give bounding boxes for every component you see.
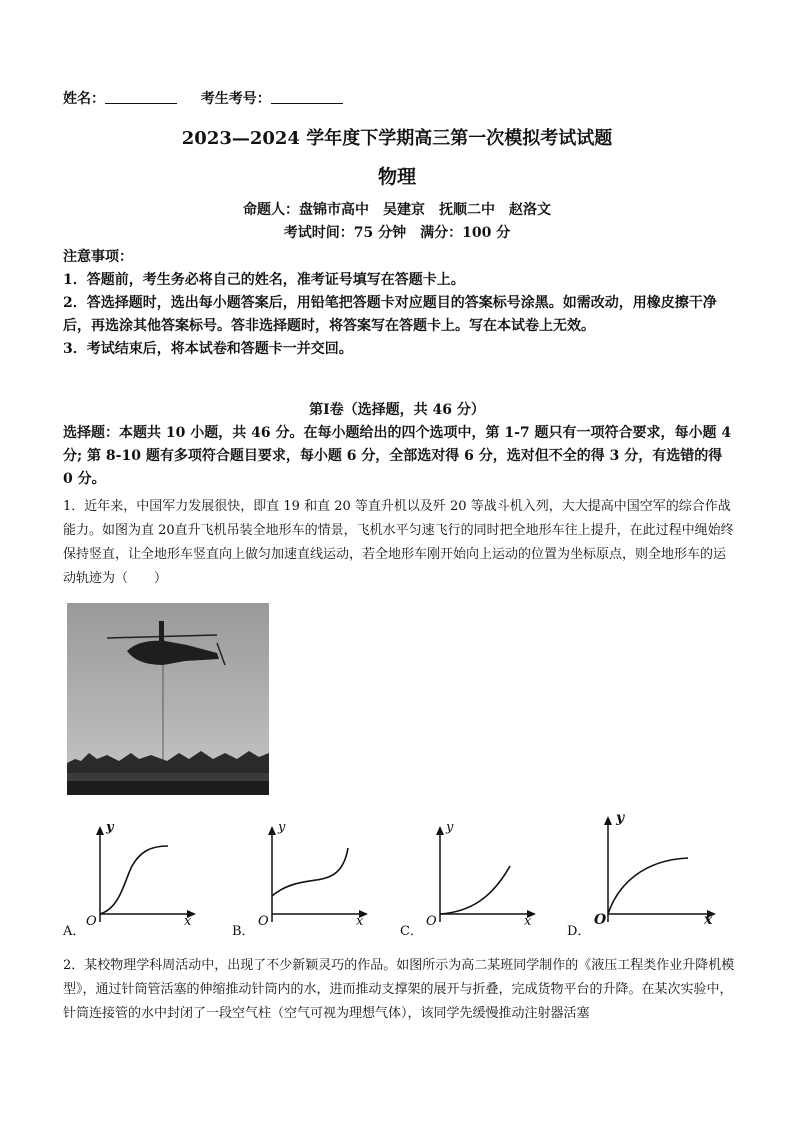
- name-label: 姓名：: [63, 91, 105, 107]
- option-a-graph: [80, 822, 200, 936]
- exam-info-line: 考试时间：75 分钟 满分：100 分: [283, 225, 511, 241]
- note-item-1: 1．答题前，考生务必将自己的姓名，准考证号填写在答题卡上。: [63, 272, 465, 288]
- header-fields: [63, 88, 343, 108]
- option-c-y-label: y: [446, 820, 454, 835]
- question-2-text: 2．某校物理学科周活动中，出现了不少新颖灵巧的作品。如图所示为高二某班同学制作的《液压工程类作业升降机模型》，通过针筒管活塞的伸缩推动针筒内的水，进而推动支撑架的展开与折叠，完成货物平台的升降。在某次实验中，针筒连接管的水中封闭了一段空气柱（空气可视为理想气体），该同学先缓慢推动注射器活塞: [63, 958, 735, 1021]
- helicopter-photo: [67, 603, 269, 795]
- option-d-label: D．: [567, 924, 591, 939]
- section-heading: 第Ⅰ卷（选择题，共 46 分）: [309, 402, 485, 418]
- option-b-origin: O: [258, 914, 269, 929]
- option-a-label: A．: [63, 924, 86, 939]
- note-item-3: 3．考试结束后，将本试卷和答题卡一并交回。: [63, 341, 353, 357]
- option-d-x-label: x: [704, 912, 713, 928]
- option-b-y-label: y: [278, 820, 286, 835]
- section-instructions: 选择题：本题共 10 小题，共 46 分。在每小题给出的四个选项中，第 1-7 题只有一项符合要求，每小题 4 分; 第 8-10 题有多项符合题目要求，每小题 6 分，全部选对得 6 分，选对但不全的得 3 分，有选错的得 0 分。: [63, 425, 732, 487]
- option-b-label: B．: [232, 924, 255, 939]
- option-c-graph: [420, 822, 540, 936]
- option-b-graph: [252, 822, 372, 936]
- exam-number-blank: [271, 103, 343, 104]
- subject-title: 物理: [377, 166, 416, 188]
- question-1-text: 1．近年来，中国军力发展很快，即直 19 和直 20 等直升机以及歼 20 等战斗机入列，大大提高中国空军的综合作战能力。如图为直 20直升飞机吊装全地形车的情景，飞机水平匀速飞行的同时把全地形车往上提升，在此过程中绳始终保持竖直，让全地形车竖直向上做匀加速直线运动，若全地形车刚开始向上运动的位置为坐标原点，则全地形车的运动轨迹为（ ）: [63, 499, 734, 586]
- authors-line: 命题人：盘锦市高中 吴建京 抚顺二中 赵洛文: [243, 202, 551, 218]
- exam-number-label: 考生考号：: [200, 91, 271, 107]
- option-a-x-label: x: [184, 914, 192, 929]
- note-item-2: 2．答选择题时，选出每小题答案后，用铅笔把答题卡对应题目的答案标号涂黑。如需改动，用橡皮擦干净后，再选涂其他答案标号。答非选择题时，将答案写在答题卡上。写在本试卷上无效。: [63, 295, 717, 334]
- name-blank: [105, 103, 177, 104]
- option-d-origin: O: [594, 912, 607, 928]
- option-a-y-label: y: [106, 820, 114, 835]
- option-c-origin: O: [426, 914, 437, 929]
- option-d-graph: [588, 812, 720, 936]
- exam-title: 2023—2024 学年度下学期高三第一次模拟考试试题: [181, 128, 613, 149]
- notes-heading: 注意事项：: [63, 249, 133, 265]
- option-c-label: C．: [400, 924, 423, 939]
- notes-block: [63, 246, 735, 361]
- option-c-x-label: x: [524, 914, 532, 929]
- option-d-y-label: y: [616, 810, 625, 826]
- option-b-x-label: x: [356, 914, 364, 929]
- option-a-origin: O: [86, 914, 97, 929]
